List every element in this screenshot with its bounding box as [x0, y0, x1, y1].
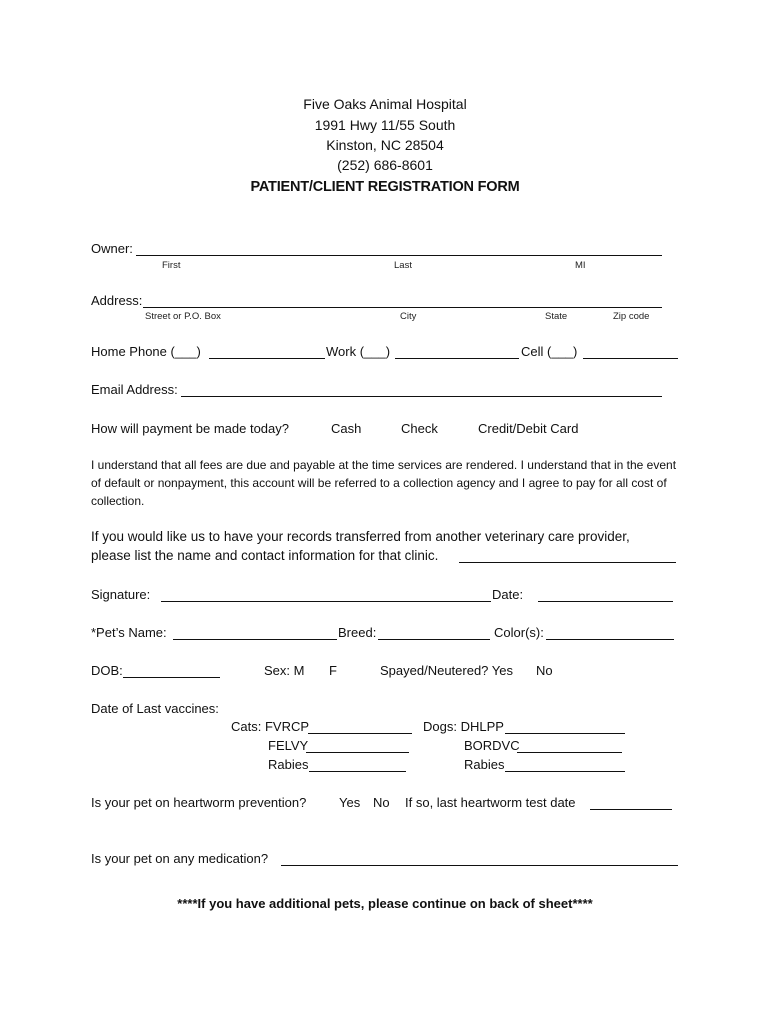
heartworm-test-date-field[interactable] [590, 809, 672, 810]
email-label: Email Address: [91, 382, 178, 397]
dogs-dhlpp-label: Dogs: DHLPP [423, 719, 504, 734]
home-phone-label: Home Phone (___) [91, 344, 201, 359]
breed-field[interactable] [378, 639, 490, 640]
address-label: Address: [91, 293, 143, 308]
address-sub-street: Street or P.O. Box [145, 311, 221, 322]
owner-field[interactable] [136, 255, 662, 256]
owner-label: Owner: [91, 241, 133, 256]
address-sub-city: City [400, 311, 417, 322]
address-sub-zip: Zip code [613, 311, 650, 322]
home-phone-field[interactable] [209, 358, 325, 359]
owner-sub-mi: MI [575, 260, 586, 271]
heartworm-yes-option[interactable]: Yes [339, 795, 361, 810]
cats-felvy-field[interactable] [306, 752, 409, 753]
cell-phone-field[interactable] [583, 358, 678, 359]
clinic-city: Kinston, NC 28504 [326, 137, 444, 153]
records-clinic-field[interactable] [459, 562, 676, 563]
clinic-address: 1991 Hwy 11/55 South [314, 117, 456, 133]
work-phone-field[interactable] [395, 358, 519, 359]
terms-paragraph: I understand that all fees are due and payable at the time services are rendered. I understand that in the event of default or nonpayment, this account will be referred to a collection agency and I agree to pay for all cost of collection. [91, 458, 677, 508]
date-label: Date: [492, 587, 524, 602]
sex-male-option[interactable]: Sex: M [264, 663, 305, 678]
heartworm-test-label: If so, last heartworm test date [405, 795, 576, 810]
work-phone-label: Work (___) [326, 344, 391, 359]
cell-phone-label: Cell (___) [521, 344, 578, 359]
records-line-1: If you would like us to have your records transferred from another veterinary care provider, [91, 529, 630, 544]
medication-label: Is your pet on any medication? [91, 851, 269, 866]
dogs-dhlpp-field[interactable] [505, 733, 625, 734]
color-field[interactable] [546, 639, 674, 640]
owner-sub-last: Last [394, 260, 412, 271]
records-line-2: please list the name and contact information for that clinic. [91, 548, 439, 563]
pet-name-field[interactable] [173, 639, 337, 640]
dogs-rabies-field[interactable] [505, 771, 625, 772]
date-field[interactable] [538, 601, 673, 602]
pet-name-label: *Pet’s Name: [91, 625, 167, 640]
spayed-yes-option[interactable]: Spayed/Neutered? Yes [380, 663, 513, 678]
breed-label: Breed: [338, 625, 377, 640]
dogs-rabies-label: Rabies [464, 757, 505, 772]
signature-label: Signature: [91, 587, 151, 602]
cats-fvrcp-field[interactable] [308, 733, 412, 734]
spayed-no-option[interactable]: No [536, 663, 553, 678]
clinic-name: Five Oaks Animal Hospital [303, 96, 467, 112]
address-sub-state: State [545, 311, 568, 322]
medication-field[interactable] [281, 865, 678, 866]
cats-rabies-label: Rabies [268, 757, 309, 772]
cats-rabies-field[interactable] [309, 771, 406, 772]
signature-field[interactable] [161, 601, 491, 602]
footer-note: ****If you have additional pets, please continue on back of sheet**** [177, 896, 593, 911]
cats-felvy-label: FELVY [268, 738, 309, 753]
payment-check-option[interactable]: Check [401, 421, 438, 436]
heartworm-no-option[interactable]: No [373, 795, 390, 810]
dogs-bordvc-field[interactable] [517, 752, 622, 753]
form-title: PATIENT/CLIENT REGISTRATION FORM [250, 179, 520, 195]
email-field[interactable] [181, 396, 662, 397]
owner-sub-first: First [162, 260, 181, 271]
color-label: Color(s): [494, 625, 544, 640]
vaccines-label: Date of Last vaccines: [91, 701, 219, 716]
address-field[interactable] [143, 307, 662, 308]
dogs-bordvc-label: BORDVC [464, 738, 520, 753]
cats-fvrcp-label: Cats: FVRCP [231, 719, 310, 734]
sex-female-option[interactable]: F [329, 663, 337, 678]
dob-field[interactable] [123, 677, 220, 678]
payment-card-option[interactable]: Credit/Debit Card [478, 421, 579, 436]
clinic-phone: (252) 686-8601 [337, 157, 433, 173]
payment-question: How will payment be made today? [91, 421, 289, 436]
dob-label: DOB: [91, 663, 123, 678]
payment-cash-option[interactable]: Cash [331, 421, 362, 436]
heartworm-question: Is your pet on heartworm prevention? [91, 795, 307, 810]
